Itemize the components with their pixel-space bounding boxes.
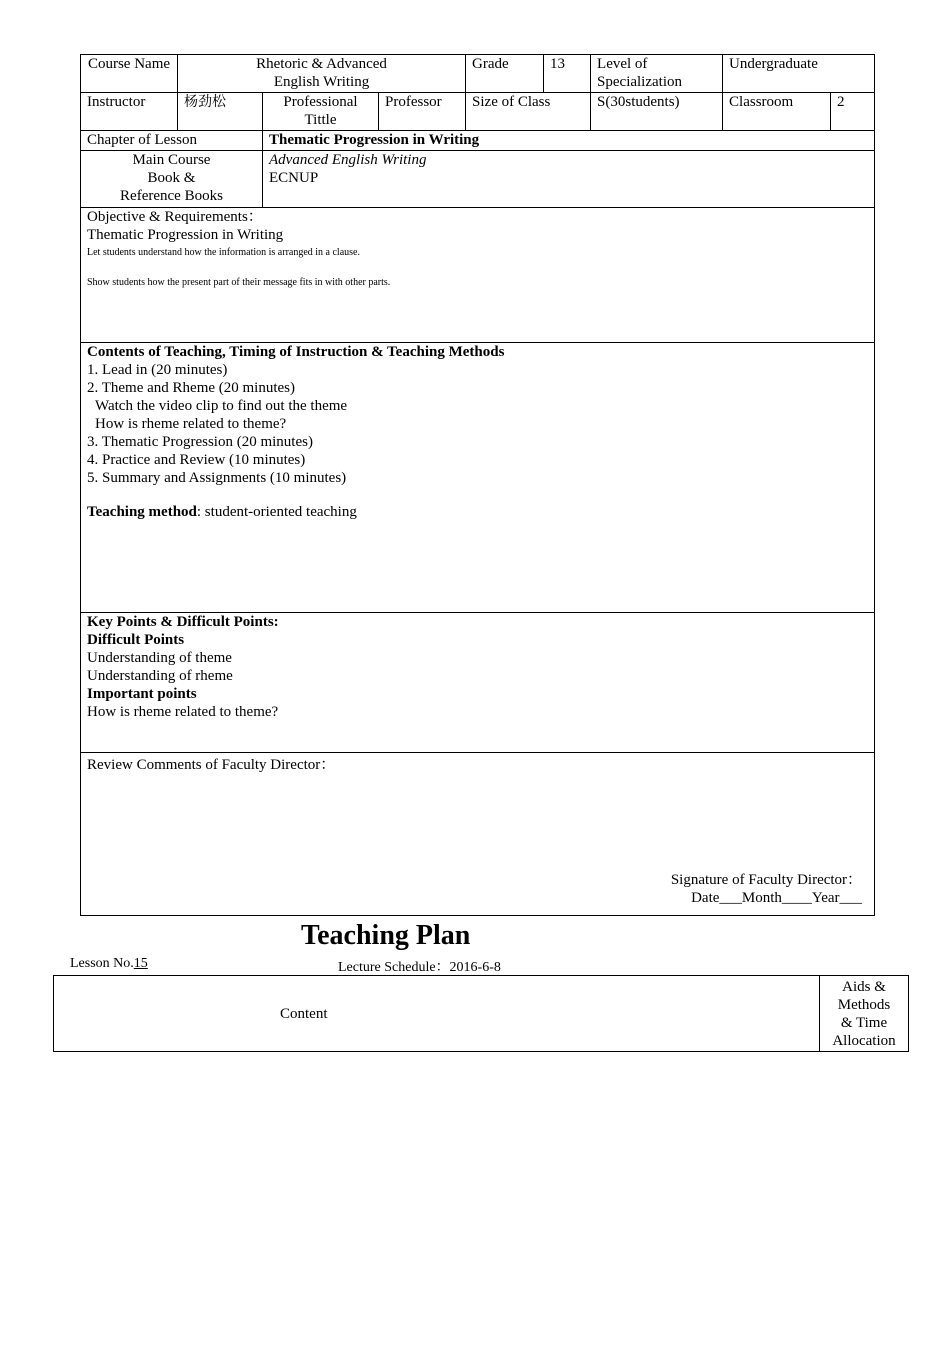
instructor-value: 杨劲松 <box>178 93 263 131</box>
difficult-points-heading: Difficult Points <box>87 632 185 648</box>
book-title: Advanced English Writing <box>269 152 427 168</box>
course-name-label: Course Name <box>81 55 178 93</box>
objective-line: Thematic Progression in Writing <box>87 227 284 243</box>
objective-line: Show students how the present part of their message fits in with other parts. <box>87 277 391 288</box>
objective-line: Let students understand how the information is arranged in a clause. <box>87 247 360 258</box>
review-heading: Review Comments of Faculty Director： <box>87 757 336 773</box>
level-value: Undergraduate <box>723 55 875 93</box>
chapter-value: Thematic Progression in Writing <box>263 131 875 151</box>
plan-table <box>53 975 909 1052</box>
signature-line: Signature of Faculty Director： <box>670 872 863 888</box>
page-title: Teaching Plan <box>301 920 471 951</box>
date-line: Date___Month____Year___ <box>691 890 863 906</box>
classroom-value: 2 <box>831 93 875 131</box>
books-label: Main Course Book & Reference Books <box>81 151 263 208</box>
contents-item: How is rheme related to theme? <box>95 416 287 432</box>
content-header: Content <box>54 976 820 1052</box>
lecture-schedule: Lecture Schedule：2016-6-8 <box>338 960 501 975</box>
key-points-section <box>81 613 875 753</box>
contents-item: 3. Thematic Progression (20 minutes) <box>87 434 313 450</box>
grade-value: 13 <box>544 55 591 93</box>
review-section <box>81 753 875 916</box>
instructor-label: Instructor <box>81 93 178 131</box>
difficult-point: Understanding of theme <box>87 650 232 666</box>
lesson-number: Lesson No.15 <box>70 956 148 971</box>
contents-section <box>81 343 875 613</box>
books-value <box>263 151 875 208</box>
professional-title-value: Professor <box>379 93 466 131</box>
contents-item: 1. Lead in (20 minutes) <box>87 362 228 378</box>
chapter-label: Chapter of Lesson <box>81 131 263 151</box>
course-info-table <box>80 54 875 916</box>
classroom-label: Classroom <box>723 93 831 131</box>
contents-heading: Contents of Teaching, Timing of Instruction & Teaching Methods <box>87 344 505 360</box>
key-points-heading: Key Points & Difficult Points: <box>87 614 279 630</box>
contents-item: 2. Theme and Rheme (20 minutes) <box>87 380 296 396</box>
contents-item: 5. Summary and Assignments (10 minutes) <box>87 470 347 486</box>
objective-section <box>81 208 875 343</box>
professional-title-label: Professional Tittle <box>263 93 379 131</box>
objective-heading: Objective & Requirements： <box>87 209 263 225</box>
teaching-method: Teaching method: student-oriented teaching <box>87 504 357 520</box>
course-name-value: Rhetoric & Advanced English Writing <box>178 55 466 93</box>
class-size-label: Size of Class <box>466 93 591 131</box>
class-size-value: S(30students) <box>591 93 723 131</box>
difficult-point: Understanding of rheme <box>87 668 233 684</box>
book-publisher: ECNUP <box>269 170 319 186</box>
contents-item: Watch the video clip to find out the theme <box>95 398 348 414</box>
level-label: Level of Specialization <box>591 55 723 93</box>
aids-header: Aids & Methods & Time Allocation <box>820 976 909 1052</box>
important-points-heading: Important points <box>87 686 197 702</box>
important-point: How is rheme related to theme? <box>87 704 279 720</box>
contents-item: 4. Practice and Review (10 minutes) <box>87 452 306 468</box>
grade-label: Grade <box>466 55 544 93</box>
